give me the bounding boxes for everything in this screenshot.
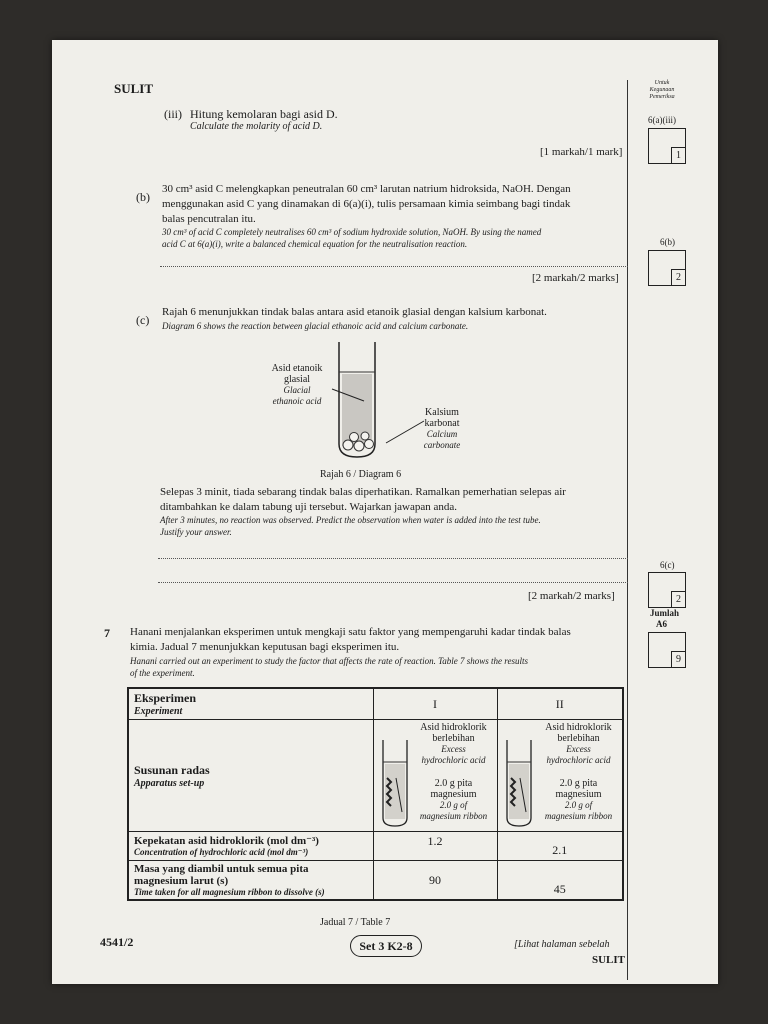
- table7: [127, 687, 624, 901]
- paper-code: 4541/2: [100, 935, 134, 949]
- table-header-eksperimen: Eksperimen: [134, 691, 197, 705]
- q6c-para-en-1: After 3 minutes, no reaction was observed. Predict the observation when water is added into the test tube.: [160, 515, 541, 525]
- q6c-para-ms-1: Selepas 3 minit, tiada sebarang tindak balas diperhatikan. Ramalkan pemerhatian selepas air: [160, 486, 566, 498]
- examiner-use-note: Untuk Kegunaan Pemeriksa: [649, 80, 675, 100]
- q6c-text-ms: Rajah 6 menunjukkan tindak balas antara asid etanoik glasial dengan kalsium karbonat.: [162, 306, 547, 318]
- q6c-para-ms-2: ditambahkan ke dalam tabung uji tersebut. Wajarkan jawapan anda.: [160, 501, 458, 513]
- table-col-I: I: [373, 688, 497, 720]
- table-row: [128, 861, 623, 901]
- q7-text-ms-2: kimia. Jadual 7 menunjukkan keputusan bagi eksperimen itu.: [130, 641, 400, 653]
- q6c-marks: [2 markah/2 marks]: [528, 590, 615, 602]
- mark-box-6a3[interactable]: 1: [648, 128, 686, 164]
- apparatus-label-en: Apparatus set-up: [134, 777, 205, 789]
- q6b-marks: [2 markah/2 marks]: [532, 272, 619, 284]
- q6a3-marks: [1 markah/1 mark]: [540, 146, 623, 158]
- time-I: 90: [373, 861, 497, 901]
- sulit-header: SULIT: [114, 81, 154, 96]
- q6c-text-en: Diagram 6 shows the reaction between glacial ethanoic acid and calcium carbonate.: [162, 321, 469, 331]
- q6c-answer-line-1[interactable]: [158, 558, 628, 559]
- margin-jumlah: Jumlah: [650, 608, 680, 618]
- q6c-para-en-2: Justify your answer.: [160, 527, 232, 537]
- apparatus-label-ms: Susunan radas: [134, 762, 210, 777]
- setup-II-labels: Asid hidroklorik berlebihan Excess hydrochloric acid 2.0 g pita magnesium 2.0 g of magnesium ribbon: [544, 722, 613, 821]
- table-row: Eksperimen Experiment I II: [128, 688, 623, 720]
- setup-I-labels: Asid hidroklorik berlebihan Excess hydrochloric acid 2.0 g pita magnesium 2.0 g of magnesium ribbon: [419, 722, 488, 821]
- set-badge: Set 3 K2-8: [350, 935, 422, 957]
- margin-a6: A6: [656, 619, 667, 629]
- q6c-label: (c): [136, 313, 150, 327]
- see-next-page: [Lihat halaman sebelah: [514, 939, 610, 950]
- q6a3-label: (iii): [164, 107, 182, 121]
- time-label-ms-1: Masa yang diambil untuk semua pita: [134, 863, 309, 875]
- q6b-text-ms-3: balas pencutralan itu.: [162, 213, 256, 225]
- table-col-II: II: [497, 688, 623, 720]
- q6b-label: (b): [136, 190, 150, 204]
- q7-text-ms-1: Hanani menjalankan eksperimen untuk mengkaji satu faktor yang mempengaruhi kadar tindak balas: [130, 626, 571, 638]
- concentration-label-ms: Kepekatan asid hidroklorik (mol dm⁻³): [134, 835, 319, 847]
- diagram6-carbonate-label: Kalsium karbonat Calcium carbonate: [423, 407, 461, 450]
- diagram6-acid-label: Asid etanoik glasial Glacial ethanoic acid: [271, 363, 323, 406]
- q6a3-text-en: Calculate the molarity of acid D.: [190, 121, 323, 132]
- q6b-text-ms-1: 30 cm³ asid C melengkapkan peneutralan 60 cm³ larutan natrium hidroksida, NaOH. Dengan: [162, 183, 571, 195]
- concentration-label-en: Concentration of hydrochloric acid (mol dm⁻³): [134, 847, 309, 857]
- table7-caption: Jadual 7 / Table 7: [320, 917, 391, 928]
- sulit-footer: SULIT: [592, 954, 626, 966]
- mark-box-6c[interactable]: 2: [648, 572, 686, 608]
- q6b-text-en-2: acid C at 6(a)(i), write a balanced chemical equation for the neutralisation reaction.: [162, 239, 468, 249]
- margin-divider: [627, 80, 628, 980]
- margin-label-6b: 6(b): [660, 237, 675, 247]
- q6c-answer-line-2[interactable]: [158, 582, 628, 583]
- time-label-ms-2: magnesium larut (s): [134, 875, 229, 887]
- setup-cell-II: [497, 720, 623, 832]
- margin-label-6a3: 6(a)(iii): [648, 115, 676, 125]
- q7-number: 7: [104, 626, 110, 640]
- q6b-text-ms-2: menggunakan asid C yang dinamakan di 6(a)(i), tulis persamaan kimia seimbang bagi tindak: [162, 198, 571, 210]
- table-row: [128, 720, 623, 832]
- concentration-I: 1.2: [373, 832, 497, 861]
- test-tube-with-magnesium-icon: [378, 738, 412, 828]
- q6b-answer-line[interactable]: [160, 266, 628, 267]
- q6b-text-en-1: 30 cm³ of acid C completely neutralises 60 cm³ of sodium hydroxide solution, NaOH. By using the named: [162, 227, 542, 237]
- q7-text-en-1: Hanani carried out an experiment to study the factor that affects the rate of reaction. Table 7 shows the results: [130, 656, 528, 666]
- test-tube-with-magnesium-icon: [502, 738, 536, 828]
- mark-box-6b[interactable]: 2: [648, 250, 686, 286]
- diagram6-caption: Rajah 6 / Diagram 6: [320, 469, 402, 480]
- exam-page: [52, 40, 718, 984]
- setup-cell-I: [373, 720, 497, 832]
- margin-label-6c: 6(c): [660, 560, 675, 570]
- table-row: [128, 832, 623, 861]
- concentration-II: 2.1: [497, 832, 623, 861]
- q6a3-text-ms: Hitung kemolaran bagi asid D.: [190, 107, 338, 121]
- time-II: 45: [497, 861, 623, 901]
- q7-text-en-2: of the experiment.: [130, 668, 195, 678]
- time-label-en: Time taken for all magnesium ribbon to dissolve (s): [134, 887, 325, 897]
- mark-box-total[interactable]: 9: [648, 632, 686, 668]
